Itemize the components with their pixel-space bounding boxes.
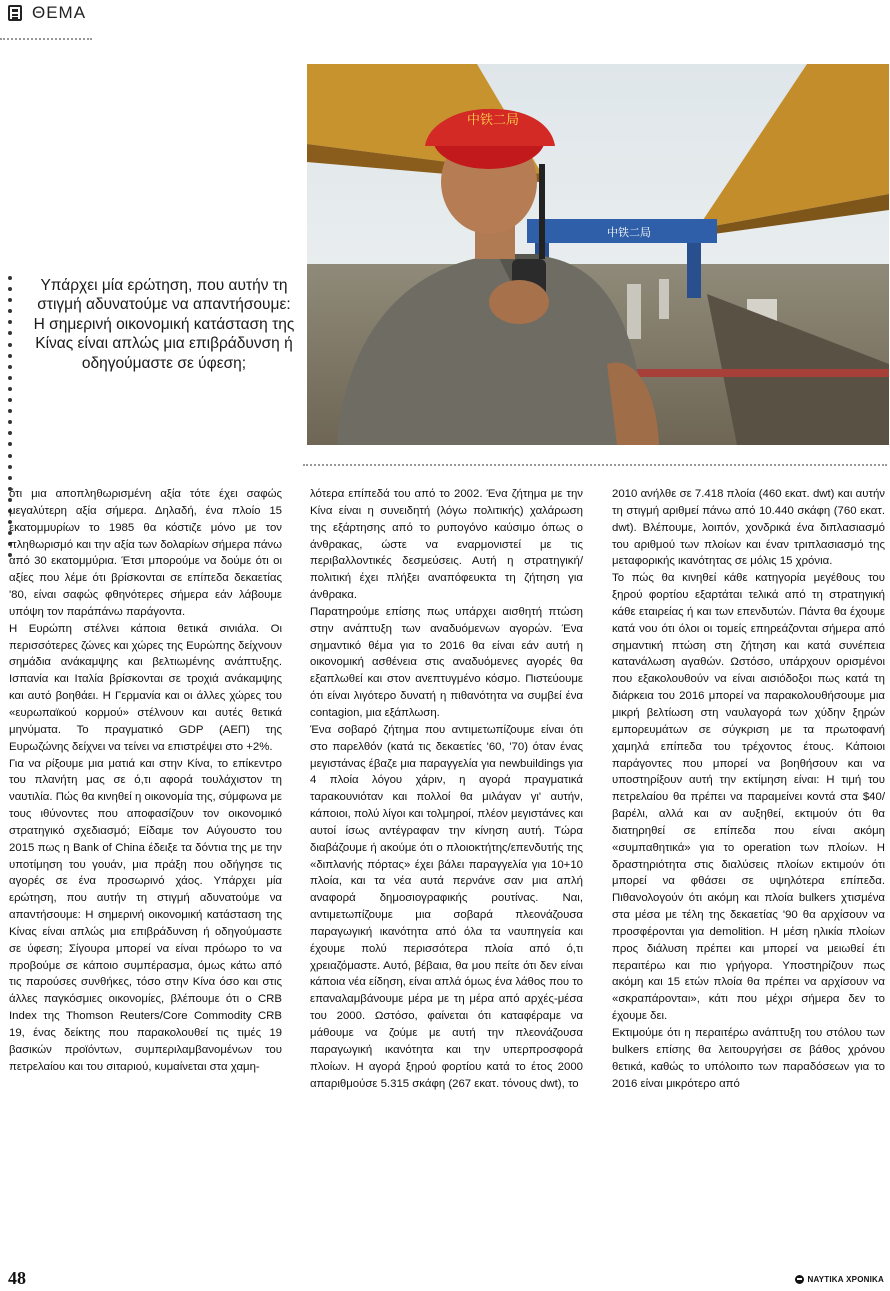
paragraph: Για να ρίξουμε μια ματιά και στην Κίνα, το επίκεντρο του πλανήτη μας σε ό,τι αφορά τουλάχιστον τη ναυτιλία. Πώς θα κινηθεί η οικονομία της, σύμφωνα με τους ιθύνοντες που αποφασίζουν τον οικονομικό στρατηγικό σχεδιασμό; Είδαμε τον Αύγουστο του 2015 πως η Bank of China έδειξε τα δόντια της με την υποτίμηση του γουάν, μια πράξη που οδήγησε τις αγορές σε ένα προσωρινό χάος. Υπάρχει μία ερώτηση, που αυτήν τη στιγμή αδυνατούμε να απαντήσουμε: Η σημερινή οικονομική κατάσταση της Κίνας είναι απλώς μια επιβράδυνση ή οδηγούμαστε σε ύφεση; Σίγουρα μπορεί να είναι πρόωρο το να προβούμε σε κάποιο συμπέρασμα, όμως κάτω από τις παρούσες συνθήκες, τόσο στην Κίνα όσο και στις άλλες παγκόσμιες οικονομίες, βλέπουμε ότι ο CRB Index της Thomson Reuters/Core Commodity CRB 19, ένας δείκτης που παρακολουθεί τις τιμές 19 βασικών προϊόντων, συμπεριλαμβανομένων του πετρελαίου και του σιταριού, κυμαίνεται στα χαμη- [9, 757, 282, 1073]
page-header [8, 2, 86, 24]
paragraph: Παρατηρούμε επίσης πως υπάρχει αισθητή πτώση στην ανάπτυξη των αναδυόμενων αγορών. Ένα σημαντικό θέμα για το 2016 θα είναι εάν αυτή η οικονομική ασθένεια στις αναδυόμενες αγορές θα εξαπλωθεί και στον ανεπτυγμένο κόσμο. Πιστεύουμε ότι είναι λιγότερο δυνατή η πιθανότητα να συμβεί ένα contagion, μια εξάπλωση. [310, 605, 583, 719]
paragraph: 2010 ανήλθε σε 7.418 πλοία (460 εκατ. dwt) και αυτήν τη στιγμή αριθμεί πάνω από 10.440 σκάφη (760 εκατ. dwt). Βλέπουμε, λοιπόν, χονδρικά ένα διπλασιασμό του αριθμού των πλοίων και έναν τριπλασιασμό της μεταφορικής ικανότητας σε μόλις 15 χρόνια. [612, 488, 885, 568]
paragraph: ότι μια απoπληθωρισμένη αξία τότε έχει σαφώς μεγαλύτερη αξία σήμερα. Δηλαδή, ένα πλοίο 15 εκατομμυρίων το 1985 θα κόστιζε μόνο με τον πληθωρισμό και την αξία των δολαρίων σήμερα πάνω από 30 εκατομμύρια. Έτσι μπορούμε να δούμε ότι οι αξίες που λέμε ότι βρίσκονται σε επίπεδα δεκαετίας '80, είναι σαφώς φθηνότερες σήμερα εάν λάβουμε υπόψη τον παράπάνω παράγοντα. [9, 488, 282, 618]
paragraph: Η Ευρώπη στέλνει κάποια θετικά σινιάλα. Οι περισσότερες ζώνες και χώρες της Ευρώπης δείχνουν σημάδια ανάκαμψης και βελτιωμένης ανάπτυξης. Ισπανία και Ιταλία βρίσκονται σε τροχιά ανάκαμψης και αυτό βοηθάει. Η Γερμανία και οι άλλες χώρες του «ευρωπαϊκού κορμού» στέλνουν και αυτές θετικά μηνύματα. Το πραγματικό GDP (ΑΕΠ) της Ευρωζώνης δείχνει να τείνει να επιστρέψει στο +2%. [9, 622, 282, 753]
worker-bridge-photo [307, 64, 889, 445]
brand-name: ΝΑΥΤΙΚΑ ΧΡΟΝΙΚΑ [807, 1275, 884, 1284]
section-title: ΘΕΜΑ [32, 3, 87, 22]
document-icon [8, 5, 22, 21]
helmet-text: 中铁二局 [467, 113, 520, 128]
paragraph: Το πώς θα κινηθεί κάθε κατηγορία μεγέθους του ξηρού φορτίου εξαρτάται τελικά από τη στρατηγική κάθε εταιρείας ή και των επενδυτών. Πάντα θα έχουμε κατά νου ότι όλοι οι τομείς επηρεάζονται σήμερα από σημαντική πτώση στη ζήτηση και κατά συνέπεια κατανάλωση αγαθών. Ωστόσο, υπάρχουν ορισμένοι που εξακολουθούν να είναι αισιόδοξοι πως κατά τη διάρκεια του 2016 μπορεί να παρακολουθήσουμε μια μικρή βελτίωση στη ναυλαγορά των χύδην ξηρών εμπορευμάτων σε σύγκριση με τα πρωτοφανή χαμηλά επίπεδα του τρέχοντος έτους. Κάποιοι παράγοντες που μπορεί να βοηθήσουν και να υποστηρίξουν αυτή την εκτίμηση είναι: Η τιμή του πετρελαίου θα πρέπει να παραμείνει κοντά στα $40/βαρέλι, αλλά και αν αυξηθεί, εκτιμούν ότι θα διατηρηθεί σε επίπεδα που είναι ακόμη «συμπαθητικά» για το operation των πλοίων. Η δραστηριότητα στις διαλύσεις πλοίων εκτιμούν ότι μπορεί να φθάσει σε υψηλότερα επίπεδα. Πιθανολογούν ότι ακόμη και πλοία bulkers χτισμένα στα μέσα με τέλη της δεκαετίας '90 θα αρχίσουν να προσφέρονται για demolition. Η μέση ηλικία πλοίων προς διάλυση πρέπει και μπορεί να μειωθεί έτι περαιτέρω και πιο γρήγορα. Υποστηρίζουν πως ακόμη και 15 ετών πλοία θα πρέπει να αρχίσουν να «σκραπάρονται», κάτι που μέχρι σήμερα δεν το έχουμε δει. [612, 572, 885, 1023]
article-column-3 [612, 486, 885, 1092]
gantry-sign: 中铁二局 [607, 226, 651, 239]
header-divider [0, 38, 92, 40]
paragraph: Εκτιμούμε ότι η περαιτέρω ανάπτυξη του στόλου των bulkers επίσης θα λειτουργήσει σε βάθος χρόνου θετικά, καθώς το υπόλοιπο των παραδόσεων για το 2016 είναι μικρότερο από [612, 1027, 885, 1090]
brand-logo-icon [795, 1275, 804, 1284]
article-photo [307, 64, 889, 445]
publication-brand [795, 1275, 885, 1284]
page-number: 48 [8, 1268, 26, 1288]
article-column-1 [9, 486, 282, 1076]
paragraph: λότερα επίπεδά του από το 2002. Ένα ζήτημα με την Κίνα είναι η συνειδητή (λόγω πολιτικής) χαλάρωση της εξάρτησης από το ρυπογόνο καύσιμο όπως ο άνθρακας, ώστε να εναρμονιστεί με τις περιβαλλοντικές δεσμεύσεις. Αυτή η στρατηγική/πολιτική έχει πλήξει αναπόφευκτα τη ζήτηση για άνθρακα. [310, 488, 583, 602]
paragraph: Ένα σοβαρό ζήτημα που αντιμετωπίζουμε είναι ότι στο παρελθόν (κατά τις δεκαετίες '60, '70) όταν ένας μεγιστάνας έβαζε μια παραγγελία για newbuildings για 4 πλοία λόγου χάριν, η αγορά πραγματικά ταρακουνιόταν και πολλοί θα μιλάγαν γι' αυτήν, κάποιοι, πολύ λίγοι και τολμηροί, πλέον μεγιστάνες και αυτοί ίσως αντέγραφαν την κίνηση αυτή. Τώρα διαβάζουμε ή ακούμε ότι ο πλοιοκτήτης/επενδυτής της «διπλανής πόρτας» έχει βάλει παραγγελία για 10+10 πλοία, και τα νέα αυτά περνάνε σαν μια απλή αναφορά δημοσιογραφικής ρουτίνας. Ναι, αντιμετωπίζουμε μια σοβαρά πλεονάζουσα παραγωγική ικανότητα από όλα τα ναυπηγεία και έχουμε πολύ περισσότερα πλοία από ό,τι χρειαζόμαστε. Αυτό, βέβαια, θα μου πείτε ότι δεν είναι κάποια νέα είδηση, είναι απλά όμως ένα λάθος που το επαναλαμβάνουμε μέρα με τη μέρα από αρχές-μέσα του 2000. Ωστόσο, φαίνεται ότι καταφέραμε να μάθουμε να ζούμε με αυτή την πλεονάζουσα παραγωγική ικανότητα και την υπερπροσφορά πλοίων. Η αγορά ξηρού φορτίου κατά το έτος 2000 απαριθμούσε 5.315 σκάφη (267 εκατ. τόνους dwt), το [310, 723, 583, 1090]
photo-divider [303, 464, 887, 466]
pull-quote [8, 276, 298, 373]
pull-quote-text: Υπάρχει μία ερώτηση, που αυτήν τη στιγμή αδυνατούμε να απαντήσουμε: Η σημερινή οικονομική κατάσταση της Κίνας είναι απλώς μια επιβράδυνση ή οδηγούμαστε σε ύφεση; [33, 277, 295, 372]
article-column-2 [310, 486, 583, 1092]
